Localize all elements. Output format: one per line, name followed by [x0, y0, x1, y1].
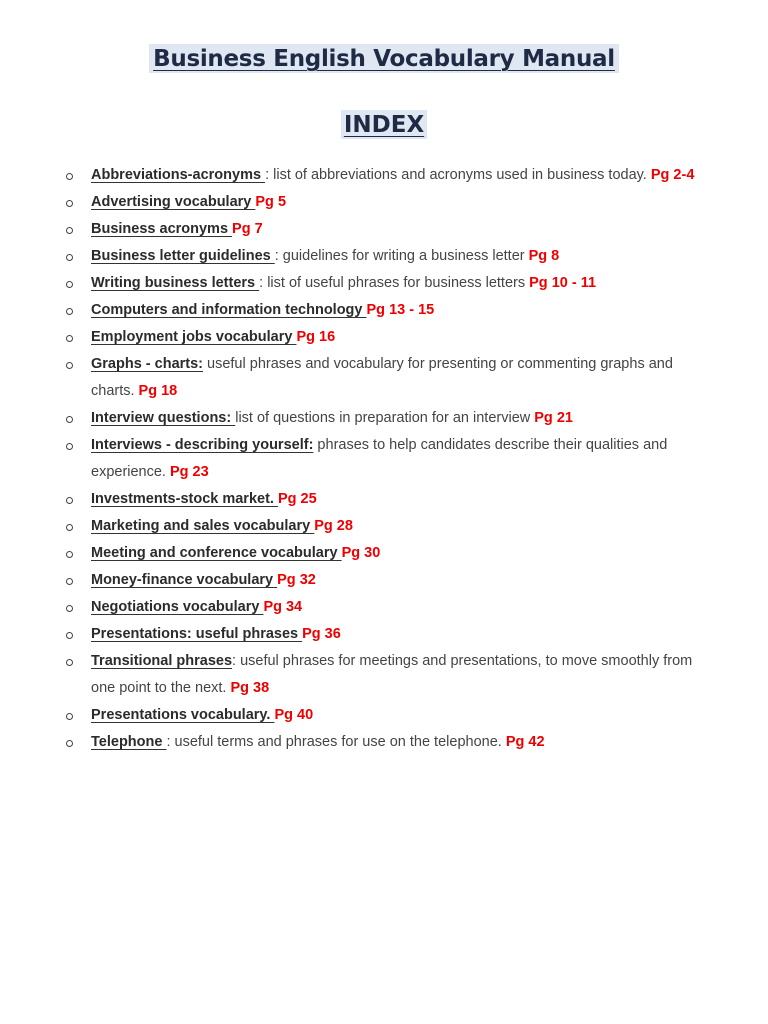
index-item — [0, 486, 768, 513]
index-page-ref: Pg 21 — [534, 410, 573, 426]
bullet-circle-icon — [66, 605, 73, 612]
index-list — [0, 162, 768, 756]
index-item — [0, 270, 768, 297]
index-topic-link[interactable]: Interviews - describing yourself: — [91, 437, 314, 453]
bullet-circle-icon — [66, 659, 73, 666]
index-description: : list of abbreviations and acronyms used in business today. — [265, 167, 651, 183]
index-page-ref: Pg 7 — [232, 221, 263, 237]
bullet-circle-icon — [66, 497, 73, 504]
index-page-ref: Pg 36 — [302, 626, 341, 642]
index-topic-link[interactable]: Negotiations vocabulary — [91, 599, 264, 615]
document-title-text: Business English Vocabulary Manual — [149, 44, 619, 73]
index-topic-link[interactable]: Presentations vocabulary. — [91, 707, 275, 723]
index-page-ref: Pg 28 — [314, 518, 353, 534]
bullet-circle-icon — [66, 200, 73, 207]
index-page-ref: Pg 38 — [230, 680, 270, 696]
index-description: list of questions in preparation for an interview — [235, 410, 535, 426]
index-item — [0, 405, 768, 432]
index-topic-link[interactable]: Employment jobs vocabulary — [91, 329, 297, 345]
index-page-ref: Pg 13 - 15 — [366, 302, 435, 318]
index-description: : useful phrases for meetings and presentations, to move smoothly from one point to the next. — [91, 653, 693, 696]
bullet-circle-icon — [66, 632, 73, 639]
index-topic-link[interactable]: Business letter guidelines — [91, 248, 275, 264]
bullet-circle-icon — [66, 443, 73, 450]
index-item — [0, 162, 768, 189]
index-page-ref: Pg 23 — [170, 464, 209, 480]
index-item — [0, 702, 768, 729]
index-topic-link[interactable]: Abbreviations-acronyms — [91, 167, 266, 183]
index-page-ref: Pg 8 — [528, 248, 560, 264]
bullet-circle-icon — [66, 416, 73, 423]
index-page-ref: Pg 42 — [505, 734, 545, 750]
index-page-ref: Pg 32 — [277, 572, 316, 588]
bullet-circle-icon — [66, 254, 73, 261]
index-page-ref: Pg 25 — [277, 491, 317, 507]
index-topic-link[interactable]: Investments-stock market. — [91, 491, 278, 507]
index-item — [0, 648, 768, 702]
bullet-circle-icon — [66, 227, 73, 234]
bullet-circle-icon — [66, 173, 73, 180]
index-topic-link[interactable]: Graphs - charts: — [91, 356, 203, 372]
index-topic-link[interactable]: Marketing and sales vocabulary — [91, 518, 315, 534]
index-item — [0, 729, 768, 756]
index-item — [0, 351, 768, 405]
index-topic-link[interactable]: Presentations: useful phrases — [91, 626, 303, 642]
index-description: useful phrases and vocabulary for presenting or commenting graphs and charts. — [91, 356, 673, 399]
index-topic-link[interactable]: Telephone — [91, 734, 167, 750]
index-topic-link[interactable]: Writing business letters — [91, 275, 260, 291]
index-page-ref: Pg 18 — [138, 383, 178, 399]
index-item — [0, 189, 768, 216]
index-item — [0, 567, 768, 594]
index-item — [0, 432, 768, 486]
index-description: : useful terms and phrases for use on the telephone. — [166, 734, 506, 750]
index-description: : guidelines for writing a business letter — [274, 248, 529, 264]
index-page-ref: Pg 10 - 11 — [529, 275, 597, 291]
index-page-ref: Pg 34 — [263, 599, 303, 615]
index-topic-link[interactable]: Transitional phrases — [91, 653, 233, 669]
index-item — [0, 513, 768, 540]
index-item — [0, 540, 768, 567]
index-item — [0, 216, 768, 243]
index-item — [0, 594, 768, 621]
bullet-circle-icon — [66, 740, 73, 747]
index-topic-link[interactable]: Advertising vocabulary — [91, 194, 256, 210]
bullet-circle-icon — [66, 308, 73, 315]
index-topic-link[interactable]: Business acronyms — [91, 221, 233, 237]
bullet-circle-icon — [66, 551, 73, 558]
bullet-circle-icon — [66, 578, 73, 585]
index-heading-text: INDEX — [341, 110, 427, 139]
index-item — [0, 621, 768, 648]
index-page-ref: Pg 16 — [296, 329, 336, 345]
index-item — [0, 243, 768, 270]
index-topic-link[interactable]: Meeting and conference vocabulary — [91, 545, 342, 561]
index-description: : list of useful phrases for business letters — [259, 275, 530, 291]
index-topic-link[interactable]: Money-finance vocabulary — [91, 572, 278, 588]
index-heading — [0, 110, 768, 139]
bullet-circle-icon — [66, 362, 73, 369]
index-topic-link[interactable]: Computers and information technology — [91, 302, 367, 318]
index-page-ref: Pg 2-4 — [650, 167, 695, 183]
bullet-circle-icon — [66, 524, 73, 531]
index-topic-link[interactable]: Interview questions: — [91, 410, 236, 426]
index-page-ref: Pg 40 — [274, 707, 314, 723]
index-item — [0, 324, 768, 351]
index-item — [0, 297, 768, 324]
index-description: phrases to help candidates describe their qualities and experience. — [91, 437, 668, 480]
bullet-circle-icon — [66, 335, 73, 342]
document-title — [0, 44, 768, 73]
bullet-circle-icon — [66, 713, 73, 720]
index-page-ref: Pg 5 — [255, 194, 287, 210]
bullet-circle-icon — [66, 281, 73, 288]
index-page-ref: Pg 30 — [341, 545, 381, 561]
